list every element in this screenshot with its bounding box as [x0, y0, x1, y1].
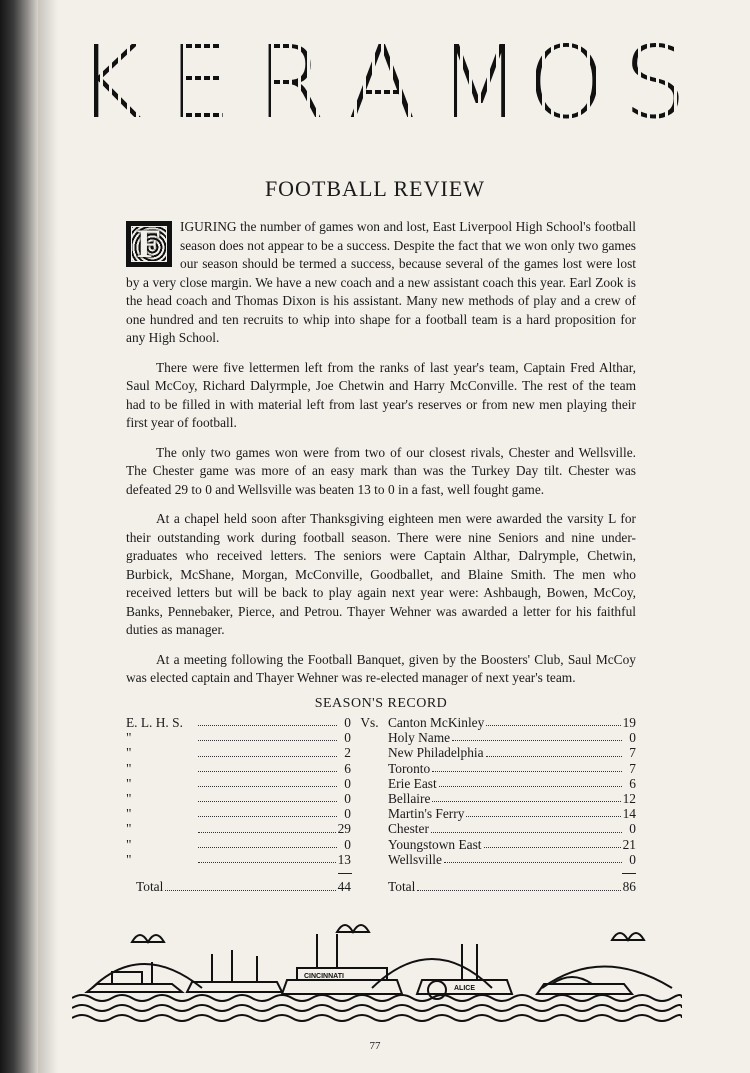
masthead-letter: A	[347, 24, 417, 141]
paragraph-4: At a chapel held soon after Thanksgiving eighteen men were awarded the varsity L for their outstanding work during football season. There were nine Seniors and nine under-graduates who received letters. The seniors were Captain Althar, Dalrymple, Chetwin, Burbick, McShane, Morgan, McConville, Goodballet, and Blaine Smith. The men who received letters but will be back to play again next year were: Ashbaugh, Bowen, McCoy, Banks, Pennebaker, Pierce, and Petrou. Thayer Wehner was awarded a letter for his faithful duties as manager.	[126, 511, 636, 637]
team-label: "	[126, 775, 132, 791]
boat-label-cincinnati: CINCINNATI	[304, 973, 344, 980]
dropcap-ornament	[126, 221, 172, 267]
opponent-name: Youngstown East	[388, 836, 482, 852]
team-score: 0	[344, 836, 351, 852]
dot-leader	[432, 761, 622, 772]
opponent-score: 12	[622, 790, 636, 806]
masthead-letter: M	[436, 24, 523, 141]
seasons-record	[126, 696, 636, 895]
page-title: FOOTBALL REVIEW	[264, 176, 486, 201]
team-score: 0	[344, 775, 351, 791]
riverboat-illustration	[72, 920, 682, 1030]
paragraph-text: IGURING the number of games won and lost, East Liverpool High School's football season does not appear to be a success. Despite the fact that we won only two games our season should be termed a success, because several of the games lost were lost by a very close margin. We have a new coach and a new assistant coach this year. Earl Zook is the head coach and Thomas Dixon is his assistant. Many new methods of play and a crew of one hundred and ten recruits to whip into shape for a football team is a hard proposition for any High School.	[126, 219, 636, 345]
opponent-name: Toronto	[388, 760, 431, 776]
record-right	[388, 791, 636, 806]
team-label: "	[126, 851, 132, 867]
total-left	[126, 879, 351, 895]
dot-leader	[417, 879, 620, 891]
dot-leader	[198, 715, 337, 726]
vs-label	[351, 776, 388, 791]
team-label: "	[126, 836, 132, 852]
total-right	[388, 879, 636, 895]
opponent-score: 14	[622, 806, 636, 822]
dot-leader	[452, 730, 622, 741]
dot-leader	[198, 791, 337, 802]
dot-leader	[484, 837, 621, 848]
paragraph-1	[126, 218, 636, 348]
dot-leader	[444, 852, 622, 863]
dot-leader	[486, 715, 620, 726]
record-row	[126, 730, 636, 745]
total-label-right: Total	[388, 878, 416, 894]
book-binding-shadow	[0, 0, 38, 1073]
record-right	[388, 837, 636, 852]
record-left	[126, 776, 351, 791]
team-label: "	[126, 745, 132, 761]
opponent-name: Martin's Ferry	[388, 806, 465, 822]
masthead-letter: O	[527, 24, 606, 141]
paragraph-2: There were five lettermen left from the ranks of last year's team, Captain Fred Althar, Saul McCoy, Richard Dalyrmple, Joe Chetwin and Harry McConville. The rest of the team had to be filled in with material left from last year's reserves or from new men playing their first year of football.	[126, 359, 636, 430]
record-right	[388, 745, 636, 760]
dot-leader	[198, 821, 336, 832]
team-score: 0	[344, 806, 351, 822]
dot-leader	[198, 761, 337, 772]
masthead-letter: K	[76, 24, 142, 141]
total-row	[126, 879, 636, 895]
team-label: E. L. H. S.	[126, 715, 183, 730]
dot-leader	[431, 821, 622, 832]
team-label: "	[126, 730, 132, 746]
record-right	[388, 761, 636, 776]
opponent-score: 21	[622, 836, 636, 852]
total-spacer	[351, 879, 388, 895]
page-number: 77	[369, 1040, 381, 1052]
record-row	[126, 791, 636, 806]
dot-leader	[439, 776, 622, 787]
team-label: "	[126, 760, 132, 776]
dot-leader	[165, 879, 335, 891]
opponent-name: Canton McKinley	[388, 715, 485, 730]
paragraph-3: The only two games won were from two of our closest rivals, Chester and Wellsville. The Chester game was more of an easy mark than was the Turkey Day tilt. Chester was defeated 29 to 0 and Wellsville was beaten 13 to 0 in a fast, well fought game.	[126, 444, 636, 497]
opponent-score: 0	[629, 821, 636, 837]
opponent-name: Wellsville	[388, 851, 442, 867]
vs-label	[351, 791, 388, 806]
record-row	[126, 837, 636, 852]
record-right	[388, 852, 636, 867]
team-label: "	[126, 821, 132, 837]
team-score: 0	[344, 730, 351, 746]
vs-label: Vs.	[360, 715, 379, 730]
record-left	[126, 715, 351, 730]
article-body	[126, 218, 636, 699]
page-edge-shadow	[38, 0, 58, 1073]
vs-label	[351, 761, 388, 776]
record-title: SEASON'S RECORD	[314, 696, 448, 711]
team-label: "	[126, 790, 132, 806]
record-left	[126, 806, 351, 821]
dropcap-letter: F	[136, 220, 162, 266]
record-row	[126, 852, 636, 867]
dot-leader	[198, 776, 337, 787]
team-score: 0	[344, 790, 351, 806]
paragraph-5: At a meeting following the Football Banquet, given by the Boosters' Club, Saul McCoy was elected captain and Thayer Wehner was re-elected manager of next year's team.	[126, 651, 636, 685]
masthead-letter: S	[623, 24, 687, 141]
dot-leader	[198, 745, 337, 756]
opponent-name: Bellaire	[388, 790, 431, 806]
record-row	[126, 745, 636, 760]
record-row	[126, 715, 636, 730]
record-left	[126, 837, 351, 852]
team-score: 13	[337, 851, 351, 867]
total-opp-score: 86	[622, 878, 636, 894]
record-left	[126, 852, 351, 867]
vs-label	[351, 821, 388, 836]
boat-label-alice: ALICE	[454, 985, 475, 992]
record-row	[126, 821, 636, 836]
vs-label	[351, 806, 388, 821]
opponent-name: Chester	[388, 821, 429, 837]
dot-leader	[198, 837, 337, 848]
total-score: 44	[337, 878, 351, 894]
dot-leader	[198, 806, 337, 817]
record-right	[388, 776, 636, 791]
opponent-name: Erie East	[388, 775, 437, 791]
record-left	[126, 730, 351, 745]
record-right	[388, 806, 636, 821]
masthead-letter: E	[168, 24, 232, 141]
dot-leader	[198, 852, 336, 863]
vs-label	[351, 852, 388, 867]
team-score: 29	[337, 821, 351, 837]
total-rule-right	[622, 873, 636, 874]
team-score: 6	[344, 760, 351, 776]
opponent-score: 7	[629, 745, 636, 761]
dot-leader	[466, 806, 620, 817]
total-rules	[126, 867, 636, 879]
vs-label	[351, 745, 388, 760]
record-left	[126, 791, 351, 806]
total-label: Total	[136, 878, 164, 894]
dot-leader	[198, 730, 337, 741]
record-right	[388, 730, 636, 745]
masthead-keramos	[72, 24, 692, 141]
vs-label	[351, 837, 388, 852]
team-label: "	[126, 806, 132, 822]
record-right	[388, 821, 636, 836]
record-row	[126, 761, 636, 776]
record-left	[126, 761, 351, 776]
record-right	[388, 715, 636, 730]
opponent-name: New Philadelphia	[388, 745, 484, 761]
opponent-name: Holy Name	[388, 730, 451, 746]
opponent-score: 19	[622, 715, 636, 730]
record-left	[126, 745, 351, 760]
record-table	[126, 715, 636, 867]
opponent-score: 0	[629, 851, 636, 867]
record-row	[126, 776, 636, 791]
opponent-score: 0	[629, 730, 636, 746]
team-score: 0	[344, 715, 351, 730]
team-score: 2	[344, 745, 351, 761]
record-row	[126, 806, 636, 821]
opponent-score: 6	[629, 775, 636, 791]
masthead-letter: R	[256, 24, 326, 141]
record-left	[126, 821, 351, 836]
vs-label	[351, 730, 388, 745]
dot-leader	[432, 791, 620, 802]
total-rule-left	[338, 873, 352, 874]
dot-leader	[486, 745, 622, 756]
opponent-score: 7	[629, 760, 636, 776]
